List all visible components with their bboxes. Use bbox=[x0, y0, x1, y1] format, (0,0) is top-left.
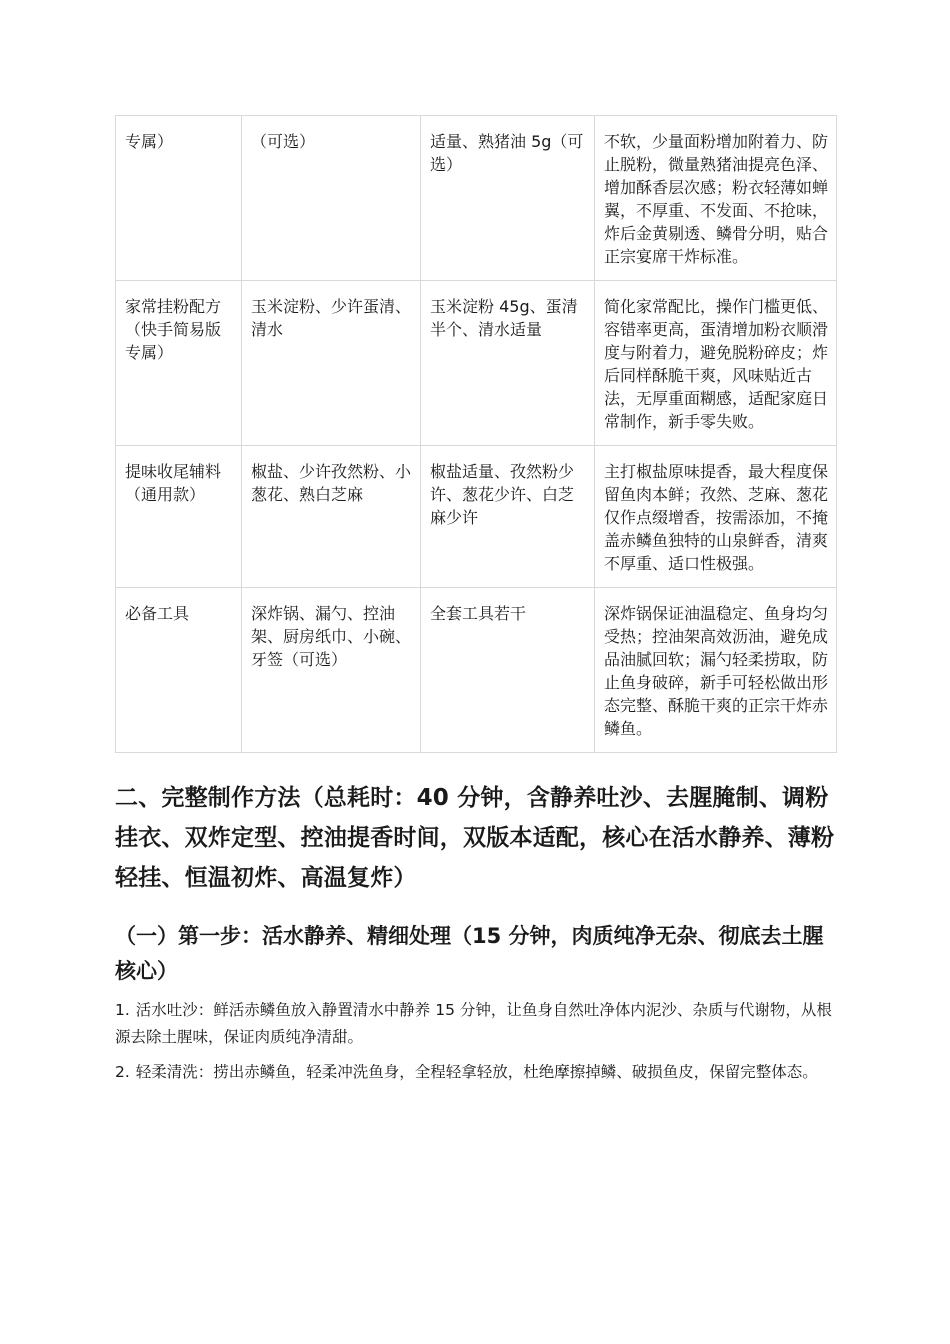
table-cell-item: 家常挂粉配方（快手简易版专属） bbox=[116, 281, 242, 446]
table-cell-note: 深炸锅保证油温稳定、鱼身均匀受热；控油架高效沥油，避免成品油腻回软；漏勺轻柔捞取，防止鱼身破碎，新手可轻松做出形态完整、酥脆干爽的正宗干炸赤鳞鱼。 bbox=[595, 588, 837, 753]
table-cell-note: 主打椒盐原味提香，最大程度保留鱼肉本鲜；孜然、芝麻、葱花仅作点缀增香，按需添加，不掩盖赤鳞鱼独特的山泉鲜香，清爽不厚重、适口性极强。 bbox=[595, 446, 837, 588]
step-number: 2. bbox=[115, 1063, 130, 1081]
table-row bbox=[116, 116, 837, 281]
table-cell-ingredients: （可选） bbox=[242, 116, 421, 281]
ingredient-table bbox=[115, 115, 837, 753]
section-heading: 二、完整制作方法（总耗时：40 分钟，含静养吐沙、去腥腌制、调粉挂衣、双炸定型、控油提香时间，双版本适配，核心在活水静养、薄粉轻挂、恒温初炸、高温复炸） bbox=[115, 785, 835, 891]
document-page bbox=[115, 115, 835, 1086]
step-text: 轻柔清洗：捞出赤鳞鱼，轻柔冲洗鱼身，全程轻拿轻放，杜绝摩擦掉鳞、破损鱼皮，保留完整体态。 bbox=[135, 1063, 818, 1081]
table-cell-ingredients: 椒盐、少许孜然粉、小葱花、熟白芝麻 bbox=[242, 446, 421, 588]
table-row bbox=[116, 281, 837, 446]
table-cell-ingredients: 玉米淀粉、少许蛋清、清水 bbox=[242, 281, 421, 446]
table-row bbox=[116, 588, 837, 753]
table-cell-item: 提味收尾辅料（通用款） bbox=[116, 446, 242, 588]
table-cell-note: 不软，少量面粉增加附着力、防止脱粉，微量熟猪油提亮色泽、增加酥香层次感；粉衣轻薄如蝉翼，不厚重、不发面、不抢味，炸后金黄剔透、鳞骨分明，贴合正宗宴席干炸标准。 bbox=[595, 116, 837, 281]
subsection-heading: （一）第一步：活水静养、精细处理（15 分钟，肉质纯净无杂、彻底去土腥核心） bbox=[115, 924, 824, 983]
table-cell-item: 必备工具 bbox=[116, 588, 242, 753]
step-text: 活水吐沙：鲜活赤鳞鱼放入静置清水中静养 15 分钟，让鱼身自然吐净体内泥沙、杂质与代谢物，从根源去除土腥味，保证肉质纯净清甜。 bbox=[115, 1001, 832, 1046]
table-row bbox=[116, 446, 837, 588]
table-cell-note: 简化家常配比，操作门槛更低、容错率更高，蛋清增加粉衣顺滑度与附着力，避免脱粉碎皮；炸后同样酥脆干爽，风味贴近古法，无厚重面糊感，适配家庭日常制作，新手零失败。 bbox=[595, 281, 837, 446]
step-paragraph bbox=[115, 1059, 835, 1086]
table-cell-amount: 玉米淀粉 45g、蛋清半个、清水适量 bbox=[421, 281, 595, 446]
table-cell-amount: 全套工具若干 bbox=[421, 588, 595, 753]
step-number: 1. bbox=[115, 1001, 130, 1019]
table-cell-amount: 适量、熟猪油 5g（可选） bbox=[421, 116, 595, 281]
table-cell-amount: 椒盐适量、孜然粉少许、葱花少许、白芝麻少许 bbox=[421, 446, 595, 588]
step-paragraph bbox=[115, 997, 835, 1051]
table-cell-ingredients: 深炸锅、漏勺、控油架、厨房纸巾、小碗、牙签（可选） bbox=[242, 588, 421, 753]
table-cell-item: 专属） bbox=[116, 116, 242, 281]
